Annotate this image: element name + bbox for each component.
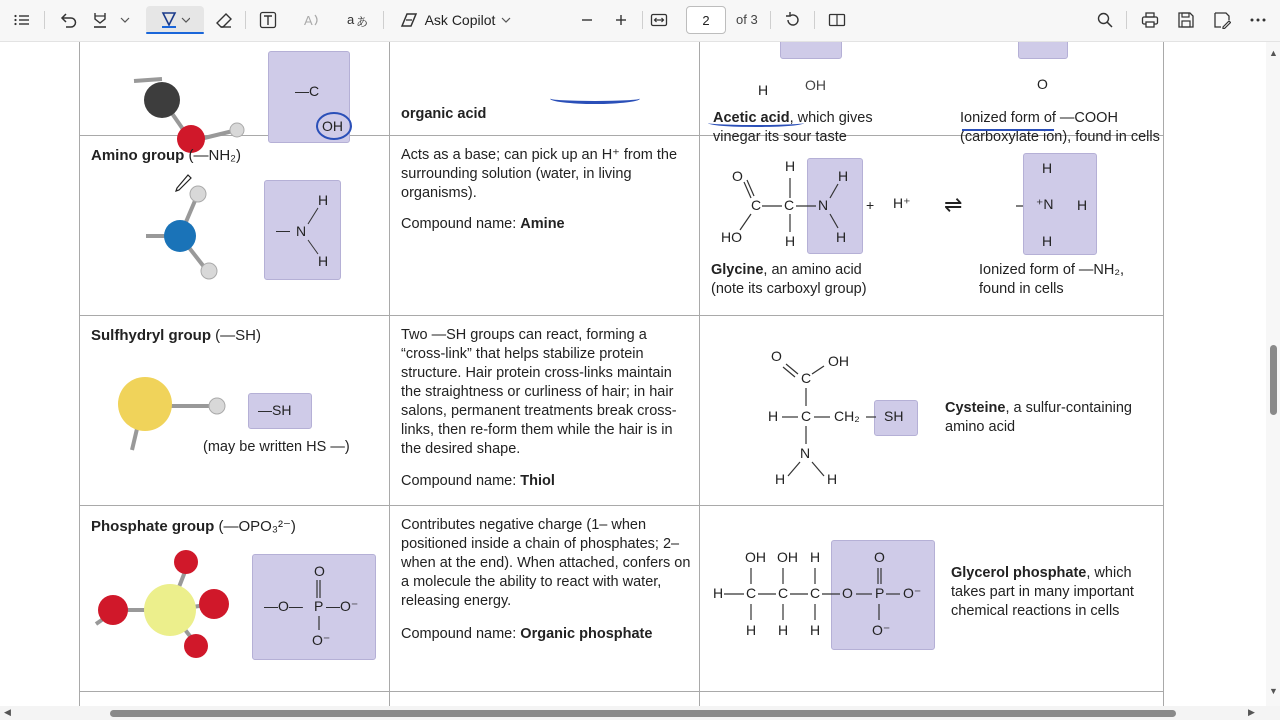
cys-nh-right: H xyxy=(827,471,838,487)
carboxyl-structure-cell xyxy=(80,42,390,136)
chevron-down-icon[interactable] xyxy=(118,6,132,34)
gly-o-top: O xyxy=(874,549,885,565)
translate-icon[interactable] xyxy=(345,6,371,34)
scroll-left-icon[interactable]: ◀ xyxy=(4,707,11,717)
phosphate-o-top: O xyxy=(314,563,325,579)
copilot-icon xyxy=(399,11,419,29)
gly-o-right: O⁻ xyxy=(903,585,922,601)
carboxyl-c: —C xyxy=(295,83,320,99)
sulfhydryl-example-cell xyxy=(700,316,1164,506)
horizontal-scroll-thumb[interactable] xyxy=(110,710,1176,717)
carboxyl-oh: OH xyxy=(322,118,343,134)
acetic-oh: OH xyxy=(805,77,826,93)
cysteine-caption: Cysteine, a sulfur-containing amino acid xyxy=(945,400,1132,435)
gly-c-2: C xyxy=(778,585,789,601)
ion-h-bottom: H xyxy=(1042,233,1053,249)
phosphate-structure-cell xyxy=(80,506,390,692)
toolbar xyxy=(0,0,1280,42)
carboxylate-box xyxy=(1018,42,1068,59)
page-view-icon[interactable] xyxy=(824,6,850,34)
carboxyl-property-cell xyxy=(390,42,700,136)
next-row-cell-3 xyxy=(700,692,1164,707)
svg-text:a: a xyxy=(347,12,355,27)
gly-c-1: C xyxy=(746,585,757,601)
gly-oh-1: OH xyxy=(745,549,766,565)
table-row-sulfhydryl xyxy=(80,316,1164,506)
zoom-in-icon[interactable] xyxy=(609,6,633,34)
amino-title: Amino group (—NH₂) xyxy=(91,147,241,164)
glycine-h-bottom: H xyxy=(785,233,796,249)
sh-structure: —SH xyxy=(258,402,292,418)
search-icon[interactable] xyxy=(1092,6,1118,34)
sulfhydryl-compound: Compound name: Thiol xyxy=(401,473,555,489)
save-icon[interactable] xyxy=(1173,6,1199,34)
amino-n: N xyxy=(296,223,307,239)
cys-n: N xyxy=(800,445,811,461)
glycerol-caption: Glycerol phosphate, which takes part in many important chemical reactions in cells xyxy=(951,565,1134,619)
gly-h-top: H xyxy=(810,549,821,565)
ammonium-caption: Ionized form of —NH₂, found in cells xyxy=(979,262,1125,297)
cys-ch2: CH₂ xyxy=(834,408,860,424)
cys-h-left: H xyxy=(768,408,779,424)
print-icon[interactable] xyxy=(1137,6,1163,34)
phosphate-property-cell xyxy=(390,506,700,692)
acetic-box xyxy=(780,42,842,59)
acetic-caption: Acetic acid, which gives vinegar its sour taste xyxy=(713,110,873,145)
read-aloud-icon[interactable] xyxy=(300,6,326,34)
gly-h-b3: H xyxy=(810,622,821,638)
glycine-c2: C xyxy=(784,197,795,213)
horizontal-scrollbar[interactable] xyxy=(0,706,1280,720)
cys-c-mid: C xyxy=(801,408,812,424)
sulfhydryl-title: Sulfhydryl group (—SH) xyxy=(91,327,261,344)
gly-p: P xyxy=(875,585,885,601)
glycine-caption: Glycine, an amino acid (note its carboxyl group) xyxy=(711,262,867,297)
gly-h-left: H xyxy=(713,585,724,601)
next-row-cell-2 xyxy=(390,692,700,707)
handwritten-underline-carboxylate xyxy=(962,124,1054,131)
scroll-up-icon[interactable]: ▲ xyxy=(1269,48,1278,58)
carboxylate-caption: Ionized form of —COOH (carboxylate ion), found in cells xyxy=(960,110,1160,145)
acetic-h: H xyxy=(758,82,769,98)
carboxylate-o: O xyxy=(1037,76,1048,92)
scroll-right-icon[interactable]: ▶ xyxy=(1248,707,1255,717)
gly-o-bottom: O⁻ xyxy=(872,622,891,638)
sulfhydryl-structure-cell xyxy=(80,316,390,506)
ion-h-right: H xyxy=(1077,197,1088,213)
gly-h-b1: H xyxy=(746,622,757,638)
glycine-h-top: H xyxy=(785,158,796,174)
carboxyl-organic-acid: organic acid xyxy=(401,106,487,122)
phosphate-right: —O⁻ xyxy=(326,598,359,614)
undo-icon[interactable] xyxy=(55,6,81,34)
cys-nh-left: H xyxy=(775,471,786,487)
phosphate-example-cell xyxy=(700,506,1164,692)
ask-copilot-button[interactable] xyxy=(394,6,516,34)
phosphate-property: Contributes negative charge (1– when positioned inside a chain of phosphates; 2– when at the end). When attached, confers on a molecule the ability to react with water, releasing energy. xyxy=(401,517,691,609)
amino-h2: H xyxy=(318,253,329,269)
vertical-scrollbar[interactable] xyxy=(1266,42,1280,706)
sulfhydryl-property-cell xyxy=(390,316,700,506)
ion-h-top: H xyxy=(1042,160,1053,176)
textbox-icon[interactable] xyxy=(256,6,280,34)
sulfhydryl-property: Two —SH groups can react, forming a “cross-link” that helps stabilize protein structure. Hair protein cross-links maintain the straightness or curliness of hair; in hair salons, permanent treatments break cross-links, then re-form them while the hair is in the desired shape. xyxy=(401,327,677,457)
functional-groups-table xyxy=(79,42,1164,706)
ion-n: ⁺N xyxy=(1036,196,1054,212)
active-tool-indicator xyxy=(146,32,204,34)
document-view[interactable] xyxy=(0,42,1280,706)
table-row-carboxyl xyxy=(80,42,1164,136)
gly-h-b2: H xyxy=(778,622,789,638)
chevron-down-icon xyxy=(501,17,511,23)
amino-property: Acts as a base; can pick up an H⁺ from the surrounding solution (water, in living organisms). xyxy=(401,147,678,201)
amino-structure-cell xyxy=(80,136,390,316)
sulfhydryl-model-icon xyxy=(80,316,390,506)
table-row-next xyxy=(80,692,1164,707)
page-total: of 3 xyxy=(736,12,758,27)
save-as-icon[interactable] xyxy=(1209,6,1235,34)
svg-text:あ: あ xyxy=(356,15,369,29)
amino-bonds xyxy=(80,136,390,316)
glycine-nh-bottom: H xyxy=(836,229,847,245)
next-row-cell-1 xyxy=(80,692,390,707)
amino-dash: — xyxy=(276,222,290,238)
glycine-hplus: H⁺ xyxy=(893,195,911,211)
equilibrium-arrow: ⇌ xyxy=(944,192,963,217)
scroll-down-icon[interactable]: ▼ xyxy=(1269,686,1278,696)
more-icon[interactable] xyxy=(1245,6,1271,34)
glycine-n: N xyxy=(818,197,829,213)
vertical-scroll-thumb[interactable] xyxy=(1270,345,1277,415)
phosphate-title: Phosphate group (—OPO₃²⁻) xyxy=(91,518,296,535)
amino-example-cell xyxy=(700,136,1164,316)
carboxyl-example-cell xyxy=(700,42,1164,145)
amino-h1: H xyxy=(318,192,329,208)
handwritten-stroke xyxy=(550,93,640,104)
table-row-phosphate xyxy=(80,506,1164,692)
amino-compound: Compound name: Amine xyxy=(401,216,565,232)
amino-property-cell xyxy=(390,136,700,316)
glycine-c1: C xyxy=(751,197,762,213)
glycine-plus: + xyxy=(866,197,875,213)
glycine-ho: HO xyxy=(721,229,742,245)
zoom-out-icon[interactable] xyxy=(575,6,599,34)
highlight-icon[interactable] xyxy=(88,6,112,34)
cys-c-top: C xyxy=(801,370,812,386)
cys-sh: SH xyxy=(884,408,904,424)
gly-oh-2: OH xyxy=(777,549,798,565)
page-number-input[interactable] xyxy=(686,6,726,34)
ask-copilot-label: Ask Copilot xyxy=(424,12,496,28)
rotate-icon[interactable] xyxy=(780,6,806,34)
sh-note: (may be written HS —) xyxy=(203,439,350,455)
table-row-amino xyxy=(80,136,1164,316)
page-number-value: 2 xyxy=(702,12,710,28)
svg-text:A: A xyxy=(304,13,313,28)
glycine-nh-top: H xyxy=(838,168,849,184)
fit-page-icon[interactable] xyxy=(646,6,672,34)
phosphate-o-bottom: O⁻ xyxy=(312,632,331,648)
phosphate-p: P xyxy=(314,598,324,614)
phosphate-left: —O— xyxy=(264,598,303,614)
list-icon[interactable] xyxy=(10,6,34,34)
cys-oh: OH xyxy=(828,353,849,369)
phosphate-compound: Compound name: Organic phosphate xyxy=(401,626,653,642)
draw-icon[interactable] xyxy=(146,6,204,34)
eraser-icon[interactable] xyxy=(212,6,236,34)
cys-o: O xyxy=(771,348,782,364)
gly-o-link: O xyxy=(842,585,853,601)
glycine-o: O xyxy=(732,168,743,184)
gly-c-3: C xyxy=(810,585,821,601)
